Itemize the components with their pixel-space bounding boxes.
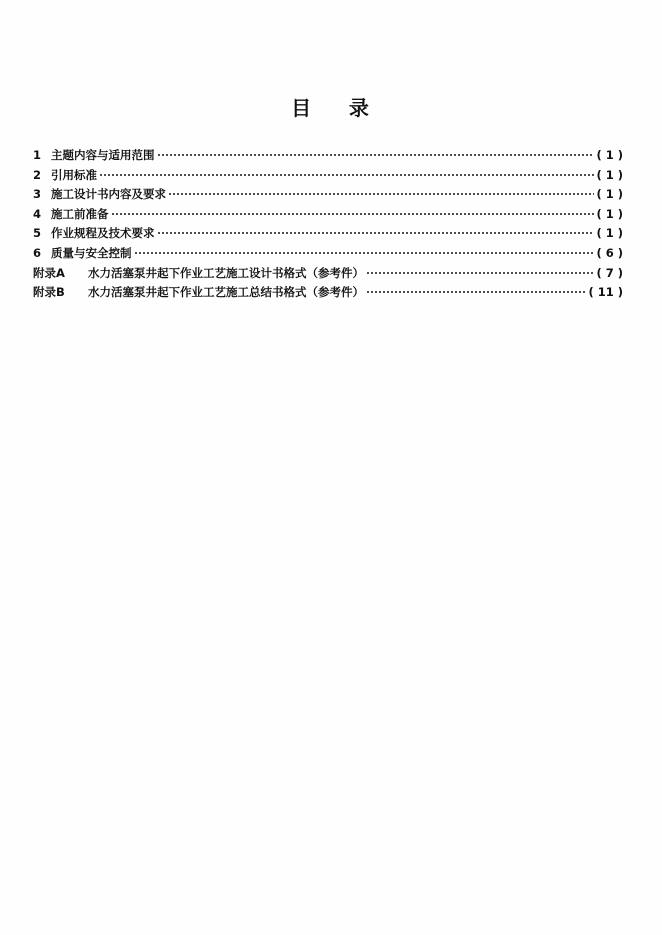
toc-entry-page: ( 6 ) <box>596 245 623 260</box>
toc-entry-number: 附录A <box>33 265 65 280</box>
toc-leader-dots <box>111 213 595 215</box>
toc-leader-dots <box>99 174 594 176</box>
toc-entry[interactable] <box>33 166 623 186</box>
toc-leader-dots <box>134 252 595 254</box>
toc-entry-number: 6 <box>33 245 42 260</box>
toc-entry-number: 5 <box>33 226 42 241</box>
toc-entry-label: 水力活塞泵井起下作业工艺施工总结书格式（参考件） <box>88 285 364 300</box>
toc-entry[interactable] <box>33 224 623 244</box>
toc-entry-label: 引用标准 <box>51 167 97 182</box>
toc-leader-dots <box>366 291 586 293</box>
toc-entry[interactable] <box>33 205 623 225</box>
toc-entry-page: ( 1 ) <box>596 187 623 202</box>
toc-entry[interactable] <box>33 244 623 264</box>
toc-entry-page: ( 1 ) <box>596 226 623 241</box>
toc-entry-page: ( 11 ) <box>588 285 623 300</box>
toc-entry-page: ( 1 ) <box>596 148 623 162</box>
toc-entry-label: 水力活塞泵井起下作业工艺施工设计书格式（参考件） <box>88 265 364 280</box>
toc-entry-appendix-a[interactable] <box>33 264 623 284</box>
toc-entry[interactable] <box>33 185 623 205</box>
toc-leader-dots <box>157 232 595 234</box>
toc-entry[interactable] <box>33 146 623 166</box>
toc-entry-page: ( 1 ) <box>596 167 623 182</box>
toc-entry-number: 2 <box>33 167 42 182</box>
toc-leader-dots <box>168 193 594 195</box>
table-of-contents <box>33 146 623 303</box>
page-title: 目 录 <box>291 96 371 120</box>
toc-entry-number: 1 <box>33 148 42 162</box>
toc-entry-label: 施工设计书内容及要求 <box>51 187 166 202</box>
toc-leader-dots <box>157 154 595 156</box>
toc-entry-label: 质量与安全控制 <box>51 245 132 260</box>
toc-entry-page: ( 7 ) <box>596 265 623 280</box>
toc-entry-number: 4 <box>33 206 42 221</box>
toc-entry-label: 施工前准备 <box>51 206 109 221</box>
toc-leader-dots <box>366 272 594 274</box>
toc-entry-label: 作业规程及技术要求 <box>51 226 155 241</box>
toc-entry-number: 附录B <box>33 285 65 300</box>
toc-entry-appendix-b[interactable] <box>33 283 623 303</box>
toc-entry-number: 3 <box>33 187 42 202</box>
toc-entry-label: 主题内容与适用范围 <box>51 148 155 162</box>
toc-entry-page: ( 1 ) <box>596 206 623 221</box>
